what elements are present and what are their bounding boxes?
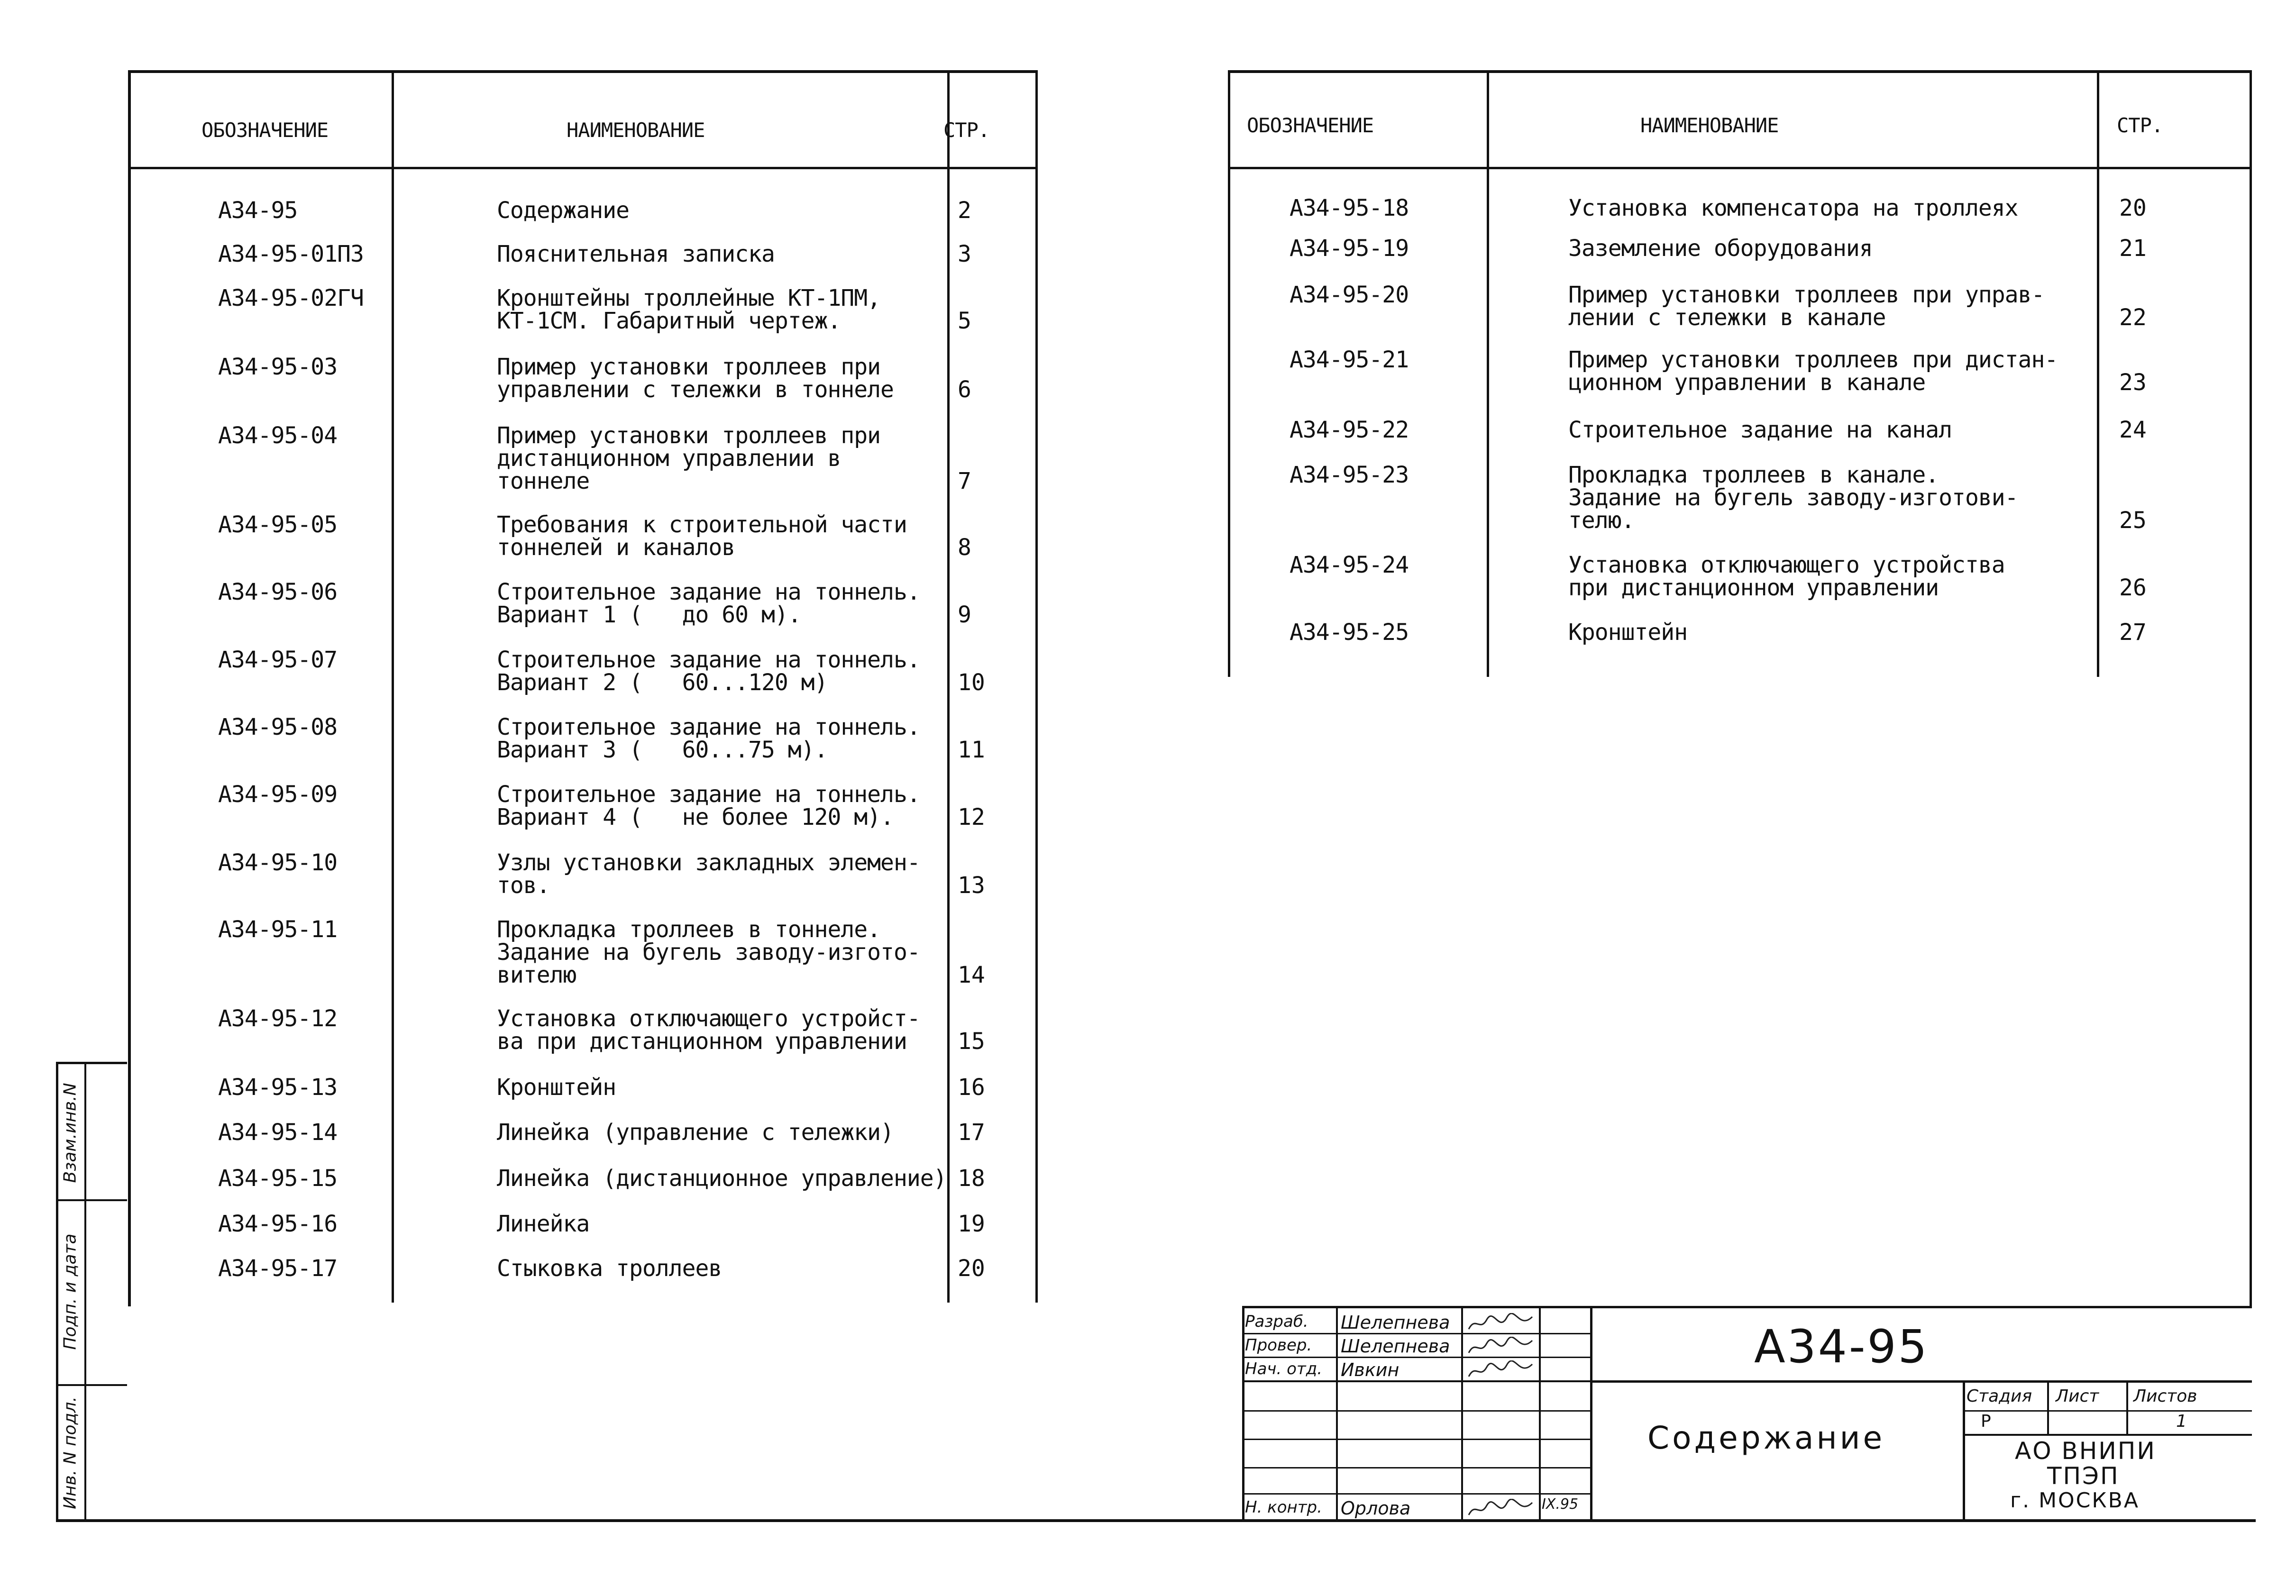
row-name: Линейка (497, 1211, 590, 1237)
row-code: А34-95-18 (1290, 195, 1409, 221)
row-code: А34-95-17 (218, 1255, 338, 1282)
tb-role-label: Разраб. (1245, 1312, 1308, 1331)
row-name: Пример установки троллеев при дистан- ционном управлении в канале (1568, 347, 2058, 396)
row-name: Прокладка троллеев в тоннеле. Задание на бугель заводу-изгото- вителю (497, 916, 920, 988)
tb-person-name: Ивкин (1341, 1359, 1400, 1380)
row-code: А34-95-12 (218, 1005, 338, 1032)
row-page: 6 (958, 376, 971, 403)
row-page: 3 (958, 241, 971, 267)
row-code: А34-95 (218, 197, 298, 224)
tb-person-name: Орлова (1341, 1498, 1411, 1519)
row-page: 9 (958, 602, 971, 628)
row-name: Строительное задание на канал (1568, 417, 1952, 443)
row-page: 14 (958, 962, 985, 988)
tb-org-line-1: АО ВНИПИ (2015, 1437, 2156, 1465)
row-page: 11 (958, 737, 985, 763)
tb-doc-title: Содержание (1647, 1420, 1885, 1456)
row-name: Пример установки троллеев при управ- лении с тележки в канале (1568, 282, 2045, 331)
tb-person-name: Шелепнева (1341, 1312, 1450, 1333)
row-code: А34-95-21 (1290, 347, 1409, 373)
row-name: Строительное задание на тоннель. Вариант 4 ( не более 120 м). (497, 781, 920, 830)
tb-signature (1466, 1313, 1537, 1335)
row-name: Установка отключающего устройства при дистанционном управлении (1568, 552, 2005, 601)
row-page: 24 (2119, 417, 2147, 443)
row-name: Пример установки троллеев при управлении с тележки в тоннеле (497, 354, 894, 403)
row-name: Кронштейн (1568, 619, 1688, 646)
tb-org-line-2: ТПЭП (2047, 1462, 2120, 1490)
row-code: А34-95-06 (218, 579, 338, 605)
tb-signature (1466, 1337, 1537, 1359)
row-page: 10 (958, 669, 985, 696)
row-name: Стыковка троллеев (497, 1255, 722, 1282)
row-name: Установка отключающего устройст- ва при дистанционном управлении (497, 1005, 920, 1055)
tb-org-line-3: г. МОСКВА (2010, 1488, 2140, 1513)
row-page: 27 (2119, 619, 2147, 646)
row-code: А34-95-11 (218, 916, 338, 943)
row-code: А34-95-23 (1290, 462, 1409, 488)
tb-role-label: Н. контр. (1245, 1498, 1322, 1517)
tb-role-label: Провер. (1245, 1336, 1312, 1355)
tb-signature (1466, 1499, 1537, 1521)
row-page: 20 (2119, 195, 2147, 221)
right-header-code: ОБОЗНАЧЕНИЕ (1247, 114, 1374, 137)
row-code: А34-95-05 (218, 511, 338, 538)
tb-role-label: Нач. отд. (1245, 1359, 1323, 1378)
row-code: А34-95-10 (218, 849, 338, 876)
row-code: А34-95-16 (218, 1211, 338, 1237)
stamp-replace-inv-label: Взам.инв.N (60, 1083, 80, 1183)
tb-sheet-label: Лист (2056, 1386, 2099, 1406)
right-header-page: СТР. (2117, 114, 2163, 137)
row-page: 15 (958, 1028, 985, 1055)
row-code: А34-95-09 (218, 781, 338, 808)
row-name: Пример установки троллеев при дистанционном управлении в тоннеле (497, 422, 881, 494)
row-code: А34-95-19 (1290, 235, 1409, 262)
right-header-name: НАИМЕНОВАНИЕ (1640, 114, 1779, 137)
tb-sheets-value: 1 (2176, 1412, 2187, 1431)
row-name: Кронштейн (497, 1074, 616, 1101)
tb-designation: А34-95 (1754, 1320, 1929, 1373)
row-code: А34-95-08 (218, 714, 338, 740)
row-name: Содержание (497, 197, 629, 224)
row-code: А34-95-25 (1290, 619, 1409, 646)
row-page: 18 (958, 1165, 985, 1192)
row-name: Узлы установки закладных элемен- тов. (497, 849, 920, 899)
tb-stage-value: Р (1981, 1412, 1991, 1431)
row-page: 16 (958, 1074, 985, 1101)
row-name: Линейка (дистанционное управление) (497, 1165, 947, 1192)
row-name: Прокладка троллеев в канале. Задание на бугель заводу-изготови- телю. (1568, 462, 2018, 534)
stamp-inv-original-label: Инв. N подл. (60, 1396, 80, 1509)
row-page: 7 (958, 468, 971, 494)
tb-date: IX.95 (1542, 1496, 1579, 1513)
row-page: 22 (2119, 304, 2147, 331)
row-page: 2 (958, 197, 971, 224)
stamp-sign-date-label: Подп. и дата (60, 1233, 80, 1350)
row-name: Строительное задание на тоннель. Вариант 1 ( до 60 м). (497, 579, 920, 628)
left-header-page: СТР. (943, 119, 990, 142)
tb-sheets-label: Листов (2133, 1386, 2197, 1406)
row-name: Линейка (управление с тележки) (497, 1119, 894, 1146)
row-name: Кронштейны троллейные КТ-1ПМ, КТ-1СМ. Габаритный чертеж. (497, 285, 881, 334)
row-page: 20 (958, 1255, 985, 1282)
row-name: Пояснительная записка (497, 241, 775, 267)
tb-person-name: Шелепнева (1341, 1336, 1450, 1357)
row-page: 21 (2119, 235, 2147, 262)
tb-signature (1466, 1360, 1537, 1382)
row-page: 19 (958, 1211, 985, 1237)
row-page: 23 (2119, 369, 2147, 396)
row-name: Заземление оборудования (1568, 235, 1873, 262)
left-header-code: ОБОЗНАЧЕНИЕ (201, 119, 329, 142)
row-name: Строительное задание на тоннель. Вариант 3 ( 60...75 м). (497, 714, 920, 763)
row-code: А34-95-03 (218, 354, 338, 380)
row-code: А34-95-01ПЗ (218, 241, 364, 267)
row-page: 17 (958, 1119, 985, 1146)
row-name: Установка компенсатора на троллеях (1568, 195, 2018, 221)
row-code: А34-95-04 (218, 422, 338, 449)
tb-stage-label: Стадия (1967, 1386, 2032, 1406)
row-code: А34-95-07 (218, 647, 338, 673)
row-page: 25 (2119, 507, 2147, 534)
row-page: 12 (958, 804, 985, 830)
row-code: А34-95-02ГЧ (218, 285, 364, 311)
row-code: А34-95-14 (218, 1119, 338, 1146)
row-name: Требования к строительной части тоннелей и каналов (497, 511, 907, 561)
row-name: Строительное задание на тоннель. Вариант 2 ( 60...120 м) (497, 647, 920, 696)
row-code: А34-95-15 (218, 1165, 338, 1192)
row-page: 13 (958, 872, 985, 899)
row-code: А34-95-24 (1290, 552, 1409, 578)
row-code: А34-95-22 (1290, 417, 1409, 443)
left-header-name: НАИМЕНОВАНИЕ (567, 119, 705, 142)
row-code: А34-95-20 (1290, 282, 1409, 308)
row-code: А34-95-13 (218, 1074, 338, 1101)
row-page: 5 (958, 308, 971, 334)
row-page: 8 (958, 534, 971, 561)
row-page: 26 (2119, 575, 2147, 601)
